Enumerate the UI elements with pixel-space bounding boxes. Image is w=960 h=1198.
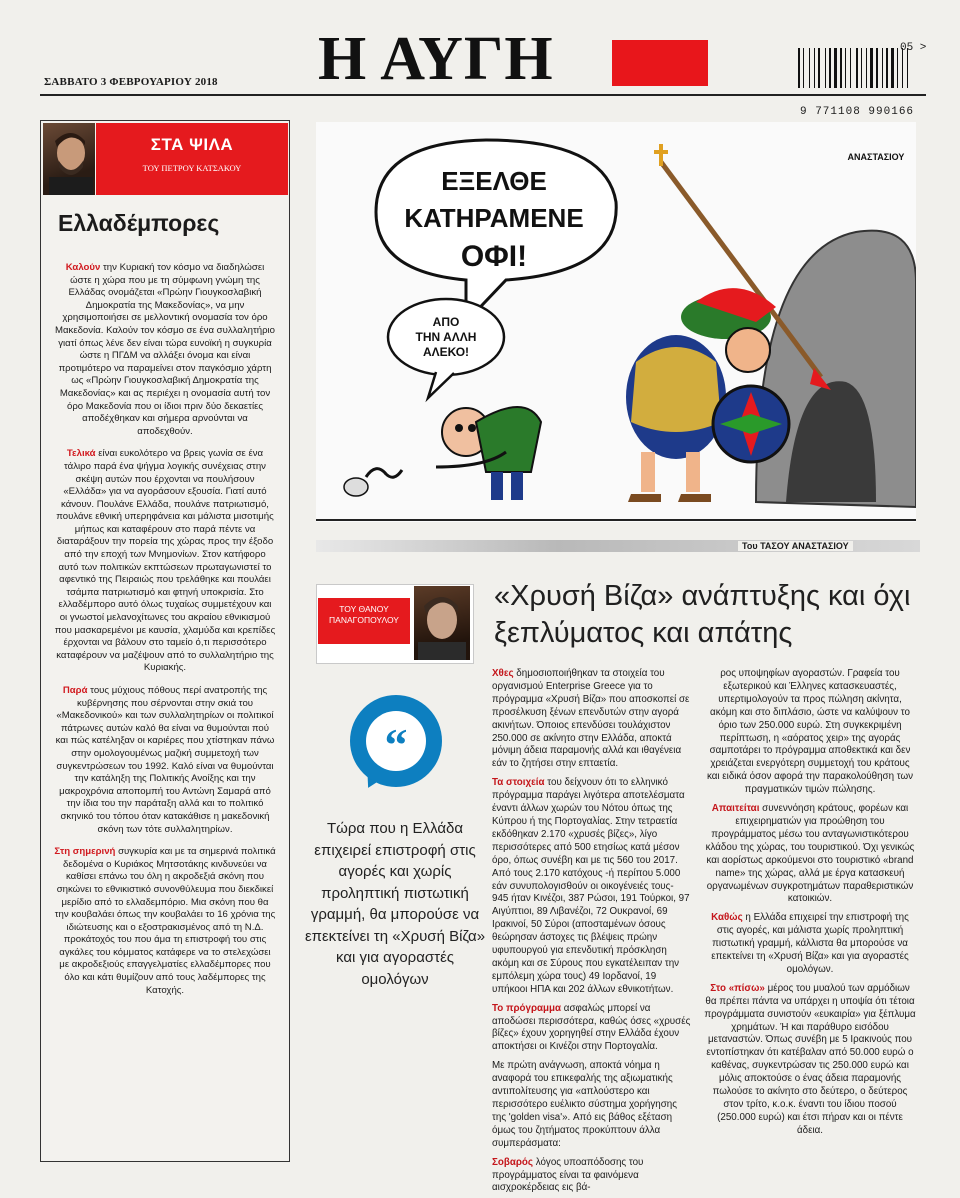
paragraph-lead: Καθώς	[711, 912, 743, 924]
left-paragraph	[54, 262, 276, 997]
speech-line-1: ΕΞΕΛΘΕ	[441, 166, 547, 196]
paragraph-text: δημοσιοποιήθηκαν τα στοιχεία του οργανισμού Enterprise Greece για το πρόγραμμα «Χρυσή Βίζα» που αποσκοπεί σε προσέλκυση ξένων επενδυτών στην αγορά ακινήτων. Όποιος επενδύσει τουλάχιστον 250.000 σε ακίνητο στην Ελλάδα, αποκτά μόνιμη άδεια παραμονής αλλά και ιθαγένεια εάν το ζητήσει στην επταετία.	[492, 668, 690, 770]
cartoon-credit: Του ΤΑΣΟΥ ΑΝΑΣΤΑΣΙΟΥ	[738, 541, 853, 551]
paragraph-text: συγκυρία και με τα σημερινά πολιτικά δεδομένα ο Κυριάκος Μητσοτάκης κινδυνεύει να καθίσει επάνω του όλη η ακροδεξιά σκόνη που σηκώνει το εθνικιστικό συνονθύλευμα που διεκδικεί μερίδιο από το ελλαδεμπόριο. Μια σκόνη που θα την κουβαλάει όπως την κουβαλάει το 16 χρόνια της ιδιώτευσης και ο εξοστρακισμένος από τη Ν.Δ. προκάτοχός του που άμα τη επιστροφή του στις αγκάλες του κόμματος κατάφερε να το στελεχώσει με ακροδεξιούς επαγγελματίες ελλαδέμπορες που όλο και κάτι θυμίζουν από τους λαδέμπορες της Κατοχής.	[54, 846, 276, 996]
paragraph-lead: Απαιτείται	[711, 803, 760, 815]
masthead-rule	[40, 94, 926, 96]
paragraph-lead: Παρά	[62, 685, 88, 696]
paragraph-text: είναι ευκολότερο να βρεις γωνία σε ένα τάλιρο παρά ένα ψήγμα λογικής συνέχειας στην σκέψη αυτών που έρχονται να πουλήσουν «Ελλάδα» για να αγοράσουν εξουσία. Γιατί αυτό κάνουν. Πουλάνε Ελλάδα, πουλάνε πατριωτισμό, πουλάνε εθνική υπερηφάνεια και μάλιστα μισοτιμής μήπως και καταφέρουν στο παρά πέντε να διαταράξουν την πορεία της χώρας προς την έξοδο από την εποχή των Μνημονίων. Στον κατήφορο αυτό των πολιτικών εκπτώσεων πρωταγωνιστεί το αφεντικό της Πειραιώς που τρελάθηκε και πουλάει τσάμπα πατριωτισμό και φτηνή υποκρισία. Στο ελλαδέμπορο αυτό όλως τυχαίως συμμετέχουν και οι γνωστοί μελανοχίτωνες του ακραίου εθνικισμού που μασκαρεμένοι με καυσία, χλαμύδα και κρεπίδες έρχονται να βάλουν στο ταμείο ό,τι περισσότερο καταφέρουν να μαζέψουν από το συλλαλητήριο της Κυριακής.	[54, 448, 276, 674]
barcode	[798, 48, 930, 88]
issue-date: ΣΑΒΒΑΤΟ 3 ΦΕΒΡΟΥΑΡΙΟΥ 2018	[44, 76, 218, 88]
paragraph-text: του δείχνουν ότι το ελληνικό πρόγραμμα παράγει λιγότερα αποτελέσματα έναντι άλλων χωρών του Νότου όπως της Κύπρου ή της Πορτογαλίας. Στην τετραετία εκδόθηκαν 2.170 «χρυσές βίζες», λίγο περισσότερες από 500 ετησίως κατά μέσον όρο, όπως συνέβη και με τις 560 του 2017. Από τους 2.170 κατόχους -ή περίπου 5.000 εάν συνυπολογισθούν οι οικογένειές τους- 945 ήταν Κινέζοι, 387 Ρώσοι, 191 Τούρκοι, 97 Αιγύπτιοι, 89 Λιβανέζοι, 72 Ουκρανοί, 69 Ιρακινοί, 50 Σύροι (αποσταμένων όσους θεώρησαν άστοχες τις βλέψεις πρώην υφυπουργού για επενδυτική πρόσκληση ακόμη και σε Σύρους που εγκατέλειπαν την εμπόλεμη χώρα τους) 49 Ιορδανοί, 19 υπήκοοι ΗΠΑ και 202 άλλων εθνικοτήτων.	[492, 777, 690, 995]
article-column-2	[704, 668, 916, 1138]
speech-line-3: ΟΦΙ!	[460, 240, 528, 273]
cartoon	[316, 122, 916, 522]
paragraph-lead: Χθες	[492, 668, 514, 679]
paragraph-lead: Στη σημερινή	[54, 846, 116, 858]
article-column-1	[492, 668, 692, 1195]
paragraph-text: τους μύχιους πόθους περί ανατροπής της κυβέρνησης που σέρνονται στην σκιά του «Μακεδονικού» και των συλλαλητηρίων οι πολιτικοί πάτρωνες αυτών καλό θα είναι να θυμούνται πού και πώς κατέληξαν οι καριέρες που χτίστηκαν πάνω στην ομολογουμένως μαζική συμμετοχή των συγκεντρώσεων του 1992. Καλό είναι να θυμούνται την κατάληξη της Πολιτικής Ανοίξης και την μακροχρόνια αποπομπή του Αντώνη Σαμαρά από την ίδια του την παράταξη αλλά και το πολιτικό σκηνικό του τόπου όταν κατακάθισε η μακεδονική σκόνη των τότε συλλαλητηρίων.	[55, 685, 275, 835]
paragraph-text: μέρος του μυαλού των αρμόδιων θα πρέπει πάντα να υπάρχει η υποψία ότι τέτοια προγράμματα συνιστούν «ευκαιρία» για ξέπλυμα χρημάτων. Ή και παράθυρο εισόδου μεταναστών. Όπως συνέβη με 5 Ιρακινούς που εντοπίστηκαν ότι κατέβαλαν από 50.000 ευρώ ο καθένας, συγκεντρώσαν τις 250.000 ευρώ και μόλις αποκτούσε ο ένας άδεια παραμονής πωλούσε το ακίνητο στο δεύτερο, ο δεύτερος στον τρίτο, κ.ο.κ. έναντι του ίδιου ποσού (250.000 ευρώ) και έτσι πήραν και οι πέντε άδεια.	[704, 982, 916, 1136]
author-photo-2	[414, 586, 470, 660]
paragraph-text: λόγος υποαπόδοσης του προγράμματος είναι τα φαινόμενα αισχροκέρδειας εις βά-	[492, 1156, 644, 1194]
svg-text:ΑΛΕΚΟ!: ΑΛΕΚΟ!	[422, 345, 470, 359]
paragraph-lead: Καλούν	[65, 262, 101, 273]
article-author: ΤΟΥ ΘΑΝΟΥ ΠΑΝΑΓΟΠΟΥΛΟΥ	[318, 598, 410, 644]
paragraph-lead: Σοβαρός	[492, 1156, 534, 1168]
left-headline: Ελλαδέμπορες	[58, 210, 220, 236]
paragraph-lead: Το πρόγραμμα	[492, 1002, 562, 1014]
svg-text:ΤΗΝ ΑΛΛΗ: ΤΗΝ ΑΛΛΗ	[415, 330, 477, 344]
paragraph-text: συνεννόηση κράτους, φορέων και επιχειρηματιών για προώθηση του προγράμματος μέσω του ανταγωνιστικότερου κλάδου της χώρας, του τουριστικού. Όχι γενικώς και αορίστως αρκούμενοι στο τουριστικό «brand name» της χώρας, αλλά με έργα κατασκευή οργανωμένων συγκροτημάτων παραθεριστικών κατοικιών.	[705, 803, 915, 905]
paragraph-text: Με πρώτη ανάγνωση, αποκτά νόημα η αναφορά του επικεφαλής της αξιωματικής αντιπολίτευσης για «απλούστερο και περισσότερο ευέλικτο σύστημα χορήγησης της 'golden visa'». Από εις βάθος εξέταση όμως του ζητήματος προκύπτουν άλλα συμπεράσματα:	[492, 1060, 677, 1149]
svg-text:ΑΠΟ: ΑΠΟ	[432, 315, 460, 329]
speech-line-2: ΚΑΤΗΡΑΜΕΝΕ	[404, 203, 584, 233]
masthead-title: Η ΑΥΓΗ	[318, 25, 554, 93]
column-title: ΣΤΑ ΨΙΛΑ	[150, 135, 234, 154]
paragraph-text: ρος υποψηφίων αγοραστών. Γραφεία του εξωτερικού και Έλληνες κατασκευαστές, υπερτιμολογούν τα προς πώληση ακίνητα, ακόμη και στο διπλάσιο, ώστε να καλύψουν το όριο των 250.000 ευρώ. Στη συγκεκριμένη περίπτωση, η «αόρατος χειρ» της αγοράς σαμποτάρει το πρόγραμμα αποθεκτικά και δεν χρειάζεται ενεργότερη συμμετοχή του κράτους και ειδικά όσον αφορά την παρακολούθηση των πραγματικών τιμών πώλησης.	[706, 668, 914, 796]
paragraph-text: την Κυριακή τον κόσμο να διαδηλώσει ώστε η χώρα που με τη σύμφωνη γνώμη της Ελλάδας ονομάζεται «Πρώην Γιουγκοσλαβική Δημοκρατία της Μακεδονίας», να μην χρησιμοποιήσει σε μελλοντική ονομασία τον όρο Μακεδονία. Καλούν τον κόσμο σε ένα συλλαλητήριο γιατί όπως λένε δεν είναι τώρα ευνοϊκή η συγκυρία ώστε η ΠΓΔΜ να αλλάξει όνομα και είναι προτιμότερο να παραμείνει στον παγκόσμιο χάρτη ως «Πρώην Γιουγκοσλαβική Δημοκρατία της Μακεδονίας» και ας περιέχει η ονομασία αυτή τον όρο Μακεδονία που οι ίδιοι πριν δύο δεκαετίες αποδέχθηκαν και σήμερα αρνούνται να αποδεχθούν.	[54, 262, 276, 437]
article-headline: «Χρυσή Βίζα» ανάπτυξης και όχι ξεπλύματος και απάτης	[494, 580, 911, 649]
quote-mark: “	[366, 711, 426, 771]
paragraph-text: ασφαλώς μπορεί να αποδώσει περισσότερα, καθώς όσες «χρυσές βίζες» έχουν χορηγηθεί στην Ελλάδα έχουν αποκτήσει οι Κινέζοι στην Πορτογαλία.	[492, 1002, 691, 1053]
barcode-number: 9 771108 990166	[800, 106, 915, 118]
cartoon-signature: ΑΝΑΣΤΑΣΙΟΥ	[847, 152, 905, 162]
column-author: ΤΟΥ ΠΕΤΡΟΥ ΚΑΤΣΑΚΟΥ	[142, 163, 242, 173]
paragraph-text: η Ελλάδα επιχειρεί την επιστροφή της στις αγορές, και μάλιστα χωρίς προληπτική πιστωτική γραμμή, κάλλιστα θα μπορούσε να επεκτείνει τη «Χρυσή Βίζα» και για αγοραστές ομολόγων.	[711, 912, 909, 975]
paragraph-lead: Στο «πίσω»	[710, 982, 765, 994]
column-header	[96, 123, 288, 195]
author-photo	[43, 123, 95, 195]
pullquote: Τώρα που η Ελλάδα επιχειρεί επιστροφή στις αγορές και χωρίς προληπτική πιστωτική γραμμή, θα μπορούσε να επεκτείνει τη «Χρυσή Βίζα» και για αγοραστές ομολόγων	[304, 820, 486, 988]
paragraph-lead: Τα στοιχεία	[492, 777, 545, 789]
barcode-issue: 05 >	[900, 42, 927, 54]
masthead-red-block	[612, 40, 708, 86]
paragraph-lead: Τελικά	[66, 448, 96, 460]
